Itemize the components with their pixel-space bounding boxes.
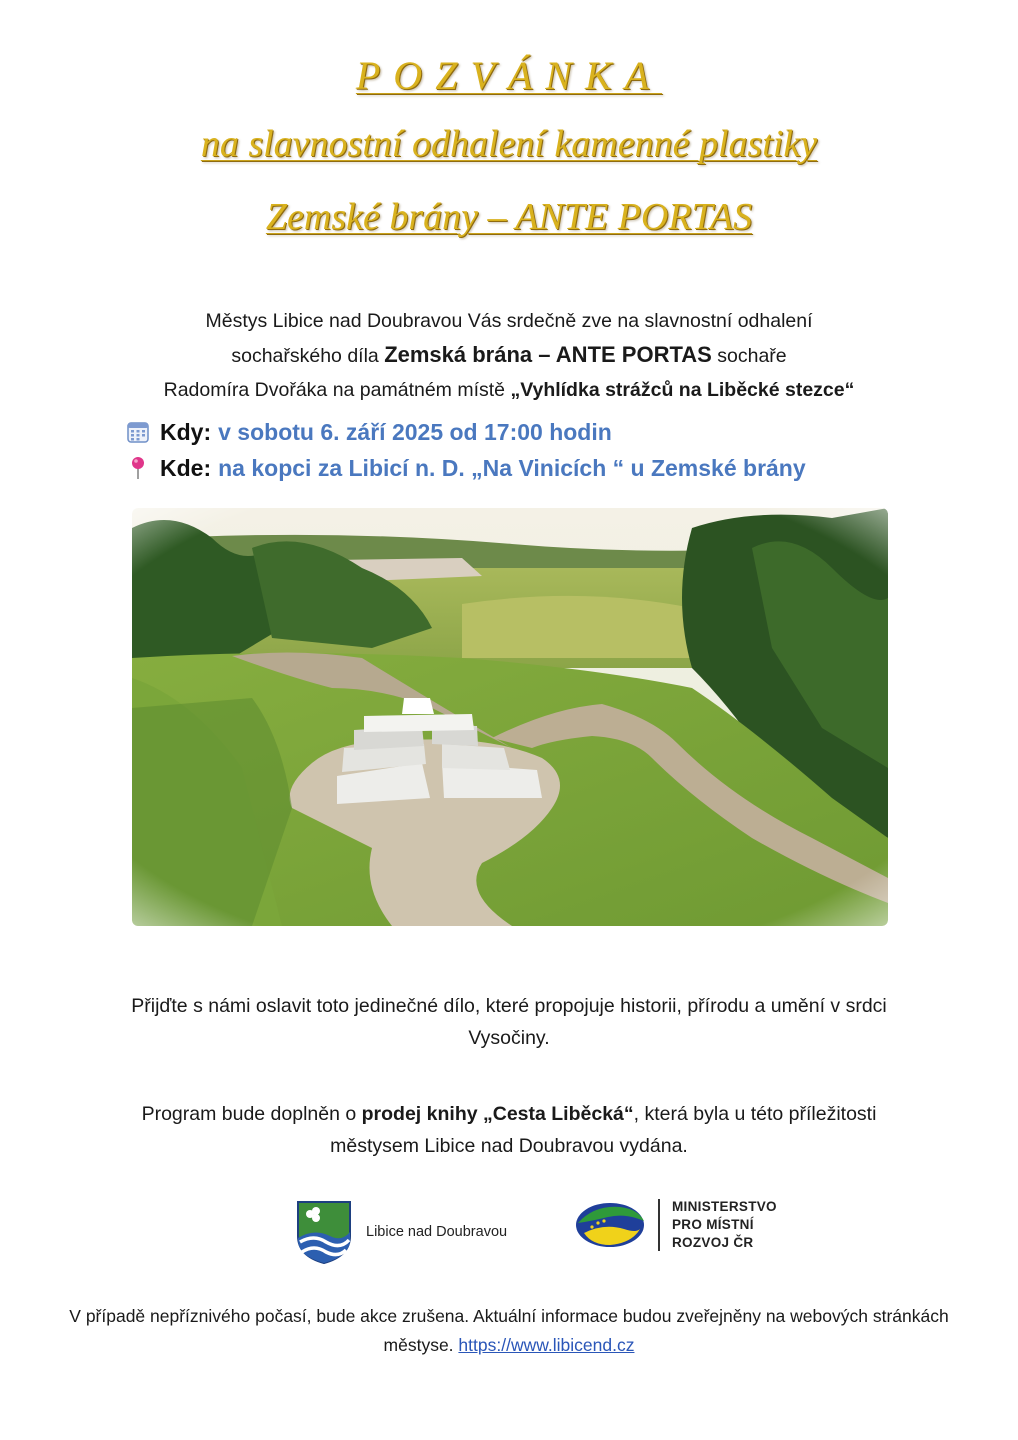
weather-notice-text: V případě nepříznivého počasí, bude akce zrušena. Aktuální informace budou zveřejněny na webových stránkách městyse.: [69, 1306, 949, 1355]
intro-paragraph: [100, 304, 918, 407]
ministry-line-1: MINISTERSTVO: [672, 1199, 777, 1214]
ministry-line-2: PRO MÍSTNÍ: [672, 1217, 754, 1232]
event-date: v sobotu 6. září 2025 od 17:00 hodin: [218, 418, 612, 445]
ministry-emblem-icon: [574, 1199, 646, 1251]
libice-logo: [296, 1200, 507, 1264]
ministry-logo-divider: [658, 1199, 660, 1251]
libice-logo-text: Libice nad Doubravou: [366, 1224, 508, 1240]
headline-line-2: na slavnostní odhalení kamenné plastiky: [200, 123, 818, 165]
libice-coat-of-arms-icon: [296, 1200, 352, 1264]
program-text: Program bude doplněn o: [141, 1103, 362, 1125]
event-where: [126, 452, 806, 484]
event-location: na kopci za Libicí n. D. „Na Vinicích “ u Zemské brány: [218, 454, 806, 481]
location-pin-icon: [126, 456, 150, 480]
when-label: Kdy:: [160, 418, 212, 445]
intro-text: sochaře: [711, 345, 787, 367]
intro-line-2: [100, 338, 918, 373]
place-name: „Vyhlídka strážců na Liběcké stezce“: [510, 379, 855, 401]
program-text: , která byla u této příležitosti městysem Libice nad Doubravou vydána.: [330, 1103, 877, 1157]
ministry-line-3: ROZVOJ ČR: [672, 1235, 754, 1250]
website-link[interactable]: https://www.libicend.cz: [458, 1335, 635, 1355]
headline-line-3: Zemské brány – ANTE PORTAS: [265, 196, 753, 238]
intro-text: Radomíra Dvořáka na památném místě: [163, 379, 511, 401]
weather-notice: [60, 1302, 958, 1360]
where-label: Kde:: [160, 454, 212, 481]
celebration-paragraph: Přijďte s námi oslavit toto jedinečné dílo, které propojuje historii, přírodu a umění v srdci Vysočiny.: [131, 995, 887, 1049]
event-when: [126, 416, 612, 448]
ministry-logo-text: [672, 1198, 777, 1252]
book-sale: prodej knihy „Cesta Liběcká“: [361, 1103, 634, 1125]
calendar-icon: [126, 420, 150, 444]
intro-text: sochařského díla: [231, 345, 385, 367]
ministry-logo: [574, 1198, 777, 1252]
invitation-title: POZVÁNKA: [355, 53, 663, 98]
intro-line-3: [100, 373, 918, 407]
program-paragraph: [110, 1098, 908, 1162]
landscape-photo: [132, 508, 888, 926]
intro-line-1: Městys Libice nad Doubravou Vás srdečně zve na slavnostní odhalení: [205, 310, 813, 332]
artwork-name: Zemská brána – ANTE PORTAS: [384, 342, 712, 367]
